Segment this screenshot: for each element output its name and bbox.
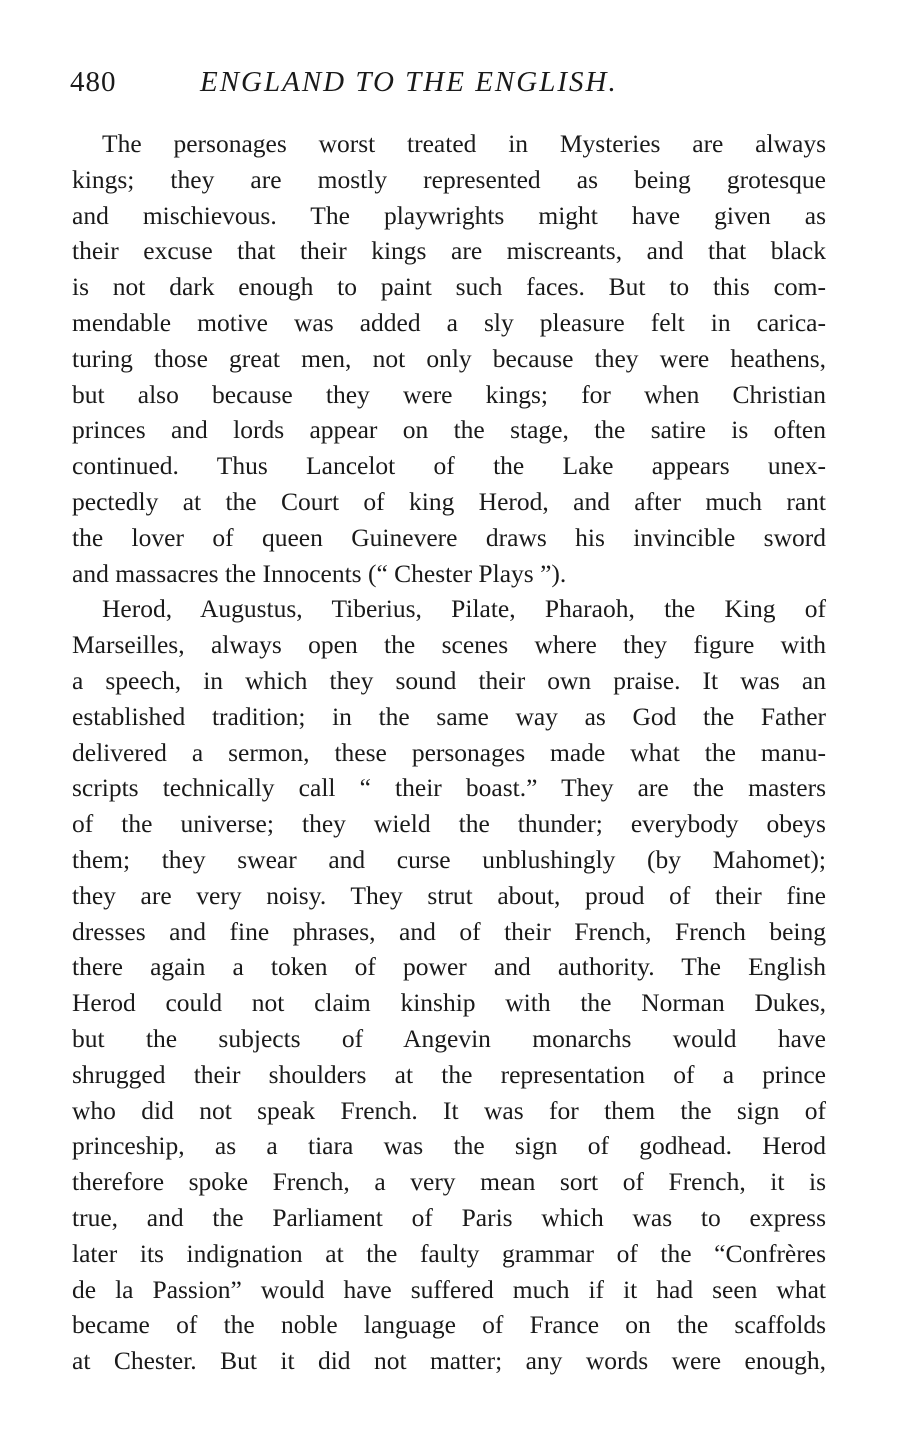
text-line: of the universe; they wield the thunder; everybody obeys [72, 809, 826, 839]
text-line: pectedly at the Court of king Herod, and after much rant [72, 486, 826, 516]
text-line: established tradition; in the same way as God the Father [72, 701, 826, 731]
text-line: but the subjects of Angevin monarchs would have [72, 1023, 826, 1053]
text-line: the lover of queen Guinevere draws his invincible sword [72, 522, 826, 552]
text-line: mendable motive was added a sly pleasure felt in carica- [72, 307, 826, 337]
running-title: ENGLAND TO THE ENGLISH. [200, 66, 618, 98]
text-line: true, and the Parliament of Paris which was to express [72, 1202, 826, 1232]
text-line: their excuse that their kings are miscreants, and that black [72, 236, 826, 266]
text-line: dresses and fine phrases, and of their French, French being [72, 916, 826, 946]
text-line: therefore spoke French, a very mean sort of French, it is [72, 1167, 826, 1197]
text-line: at Chester. But it did not matter; any words were enough, [72, 1346, 826, 1376]
text-line: became of the noble language of France on the scaffolds [72, 1310, 826, 1340]
text-line: The personages worst treated in Mysteries are always [102, 129, 826, 158]
paragraph-1 [72, 126, 826, 591]
text-line: turing those great men, not only because they were heathens, [72, 343, 826, 373]
text-line: shrugged their shoulders at the representation of a prince [72, 1059, 826, 1089]
text-line: kings; they are mostly represented as being grotesque [72, 164, 826, 194]
text-line: Herod could not claim kinship with the Norman Dukes, [72, 988, 826, 1018]
text-line: there again a token of power and authority. The English [72, 952, 826, 982]
text-line: and mischievous. The playwrights might have given as [72, 200, 826, 230]
text-line: de la Passion” would have suffered much if it had seen what [72, 1274, 826, 1304]
running-head [70, 62, 830, 102]
text-line: continued. Thus Lancelot of the Lake appears unex- [72, 451, 826, 481]
text-line: and massacres the Innocents (“ Chester Plays ”). [72, 558, 567, 588]
text-line: delivered a sermon, these personages made what the manu- [72, 737, 826, 767]
page-number: 480 [70, 66, 117, 98]
text-line: them; they swear and curse unblushingly (by Mahomet); [72, 844, 826, 874]
text-line: Marseilles, always open the scenes where they figure with [72, 630, 826, 660]
text-line: they are very noisy. They strut about, proud of their fine [72, 880, 826, 910]
text-line: Herod, Augustus, Tiberius, Pilate, Pharaoh, the King of [102, 594, 826, 624]
text-line: scripts technically call “ their boast.” They are the masters [72, 773, 826, 803]
text-line: is not dark enough to paint such faces. But to this com- [72, 272, 826, 302]
text-line: a speech, in which they sound their own praise. It was an [72, 665, 826, 695]
text-line: but also because they were kings; for when Christian [72, 379, 826, 409]
paragraph-2 [72, 591, 826, 1379]
text-line: princes and lords appear on the stage, the satire is often [72, 415, 826, 445]
text-line: later its indignation at the faulty grammar of the “Confrères [72, 1238, 826, 1268]
body-text [72, 126, 826, 1379]
text-line: who did not speak French. It was for them the sign of [72, 1095, 826, 1125]
text-line: princeship, as a tiara was the sign of godhead. Herod [72, 1131, 826, 1161]
